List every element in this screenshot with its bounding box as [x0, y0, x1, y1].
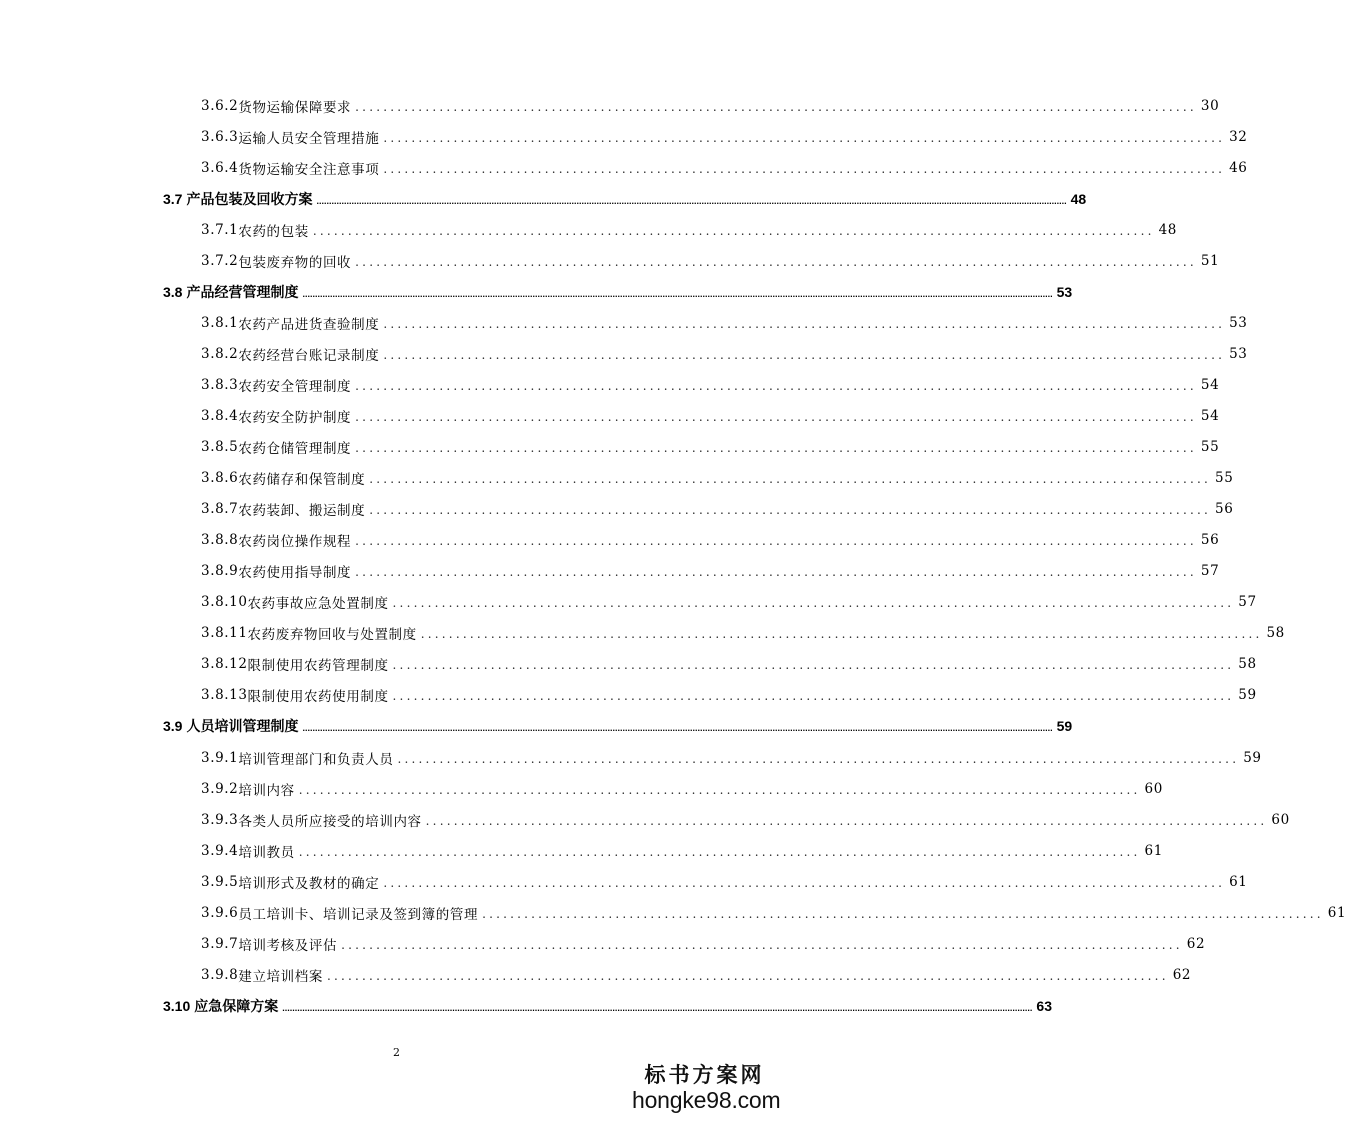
- toc-entry-number: 3.8.3: [201, 376, 239, 393]
- toc-entry-page: 57: [1200, 563, 1220, 580]
- toc-entry-title: 培训教员: [238, 844, 295, 861]
- toc-dot-leader: ........................................................................................................................: [355, 441, 1197, 456]
- toc-entry-page: 54: [1200, 376, 1220, 393]
- toc-entry-page: 63: [1036, 997, 1052, 1014]
- toc-entry-title: 货物运输安全注意事项: [238, 161, 380, 178]
- toc-subsection-entry[interactable]: [163, 959, 1192, 990]
- toc-entry-title: 农药事故应急处置制度: [247, 596, 389, 613]
- toc-dot-leader: ............................................................................................................................................................................................................................................................................................................: [316, 195, 1067, 206]
- toc-entry-number: 3.9: [163, 718, 183, 735]
- toc-entry-title: 农药产品进货查验制度: [238, 316, 380, 333]
- toc-dot-leader: ........................................................................................................................: [383, 316, 1226, 331]
- toc-entry-title: 农药安全防护制度: [238, 409, 352, 426]
- toc-entry-number: 3.9.2: [201, 780, 239, 797]
- toc-subsection-entry[interactable]: [163, 835, 1163, 866]
- toc-entry-title: 建立培训档案: [238, 968, 323, 985]
- watermark-site-url: hongke98.com: [632, 1087, 781, 1113]
- toc-dot-leader: ........................................................................................................................: [369, 503, 1211, 518]
- toc-entry-title: 各类人员所应接受的培训内容: [238, 813, 422, 830]
- toc-dot-leader: ........................................................................................................................: [420, 627, 1263, 642]
- toc-entry-number: 3.9.3: [201, 811, 239, 828]
- toc-subsection-entry[interactable]: [163, 152, 1248, 183]
- toc-entry-title: 农药安全管理制度: [238, 378, 352, 395]
- toc-entry-number: 3.9.8: [201, 966, 239, 983]
- toc-dot-leader: ........................................................................................................................: [369, 472, 1211, 487]
- toc-entry-number: 3.7.2: [201, 252, 239, 269]
- toc-section-entry[interactable]: [163, 276, 1073, 307]
- toc-dot-leader: ........................................................................................................................: [383, 875, 1226, 890]
- toc-entry-title: 限制使用农药管理制度: [247, 658, 389, 675]
- toc-entry-page: 60: [1271, 811, 1290, 828]
- toc-entry-page: 53: [1229, 345, 1248, 362]
- toc-entry-title: 农药经营台账记录制度: [238, 347, 380, 364]
- toc-entry-title: 农药的包装: [238, 223, 309, 240]
- toc-section-entry[interactable]: [163, 711, 1073, 742]
- toc-entry-title: 包装废弃物的回收: [238, 254, 352, 271]
- toc-entry-page: 53: [1229, 314, 1248, 331]
- toc-subsection-entry[interactable]: [163, 525, 1220, 556]
- toc-entry-number: 3.10: [163, 997, 191, 1014]
- toc-entry-page: 61: [1229, 873, 1248, 890]
- toc-entry-title: 农药废弃物回收与处置制度: [247, 627, 417, 644]
- toc-entry-number: 3.8.2: [201, 345, 239, 362]
- toc-subsection-entry[interactable]: [163, 369, 1220, 400]
- toc-entry-page: 56: [1200, 532, 1220, 549]
- toc-entry-title: 员工培训卡、培训记录及签到簿的管理: [238, 906, 479, 923]
- toc-entry-number: 3.8.10: [201, 594, 248, 611]
- toc-dot-leader: ............................................................................................................................................................................................................................................................................................................: [282, 1002, 1033, 1013]
- toc-subsection-entry[interactable]: [163, 804, 1290, 835]
- toc-entry-page: 62: [1186, 935, 1206, 952]
- toc-entry-page: 55: [1215, 470, 1234, 487]
- toc-entry-page: 53: [1056, 283, 1073, 300]
- toc-dot-leader: ........................................................................................................................: [383, 130, 1226, 145]
- toc-entry-number: 3.8.13: [201, 687, 248, 704]
- toc-entry-number: 3.7.1: [201, 221, 239, 238]
- toc-entry-page: 60: [1144, 780, 1163, 797]
- toc-entry-page: 58: [1238, 656, 1257, 673]
- toc-subsection-entry[interactable]: [163, 618, 1285, 649]
- toc-entry-page: 59: [1238, 687, 1257, 704]
- toc-section-entry[interactable]: [163, 990, 1052, 1021]
- toc-entry-number: 3.9.7: [201, 935, 239, 952]
- toc-entry-number: 3.7: [163, 190, 183, 207]
- toc-entry-page: 57: [1238, 594, 1257, 611]
- toc-entry-number: 3.8.9: [201, 563, 239, 580]
- toc-entry-page: 62: [1172, 966, 1192, 983]
- toc-subsection-entry[interactable]: [163, 307, 1248, 338]
- toc-entry-page: 58: [1266, 625, 1285, 642]
- toc-entry-page: 61: [1327, 904, 1346, 921]
- toc-subsection-entry[interactable]: [163, 649, 1257, 680]
- toc-entry-title: 产品包装及回收方案: [186, 190, 313, 207]
- toc-entry-title: 运输人员安全管理措施: [238, 130, 380, 147]
- toc-entry-page: 48: [1158, 221, 1177, 238]
- toc-dot-leader: ........................................................................................................................: [355, 378, 1197, 393]
- toc-entry-page: 55: [1200, 439, 1220, 456]
- toc-dot-leader: ........................................................................................................................: [355, 534, 1197, 549]
- table-of-contents: [163, 90, 1346, 1021]
- toc-subsection-entry[interactable]: [163, 866, 1248, 897]
- toc-section-entry[interactable]: [163, 183, 1087, 214]
- toc-dot-leader: ........................................................................................................................: [392, 658, 1235, 673]
- page-number: 2: [393, 1046, 400, 1059]
- toc-entry-number: 3.6.4: [201, 159, 239, 176]
- toc-entry-page: 46: [1229, 159, 1248, 176]
- toc-dot-leader: ........................................................................................................................: [312, 223, 1155, 238]
- toc-entry-title: 农药装卸、搬运制度: [238, 503, 366, 520]
- toc-entry-title: 培训管理部门和负责人员: [238, 751, 394, 768]
- toc-dot-leader: ............................................................................................................................................................................................................................................................................................................: [302, 723, 1053, 734]
- toc-entry-number: 3.8.11: [201, 625, 248, 642]
- toc-subsection-entry[interactable]: [163, 742, 1262, 773]
- toc-dot-leader: ........................................................................................................................: [482, 906, 1324, 921]
- toc-entry-page: 51: [1200, 252, 1220, 269]
- toc-dot-leader: ........................................................................................................................: [355, 99, 1197, 114]
- toc-dot-leader: ........................................................................................................................: [298, 782, 1141, 797]
- toc-subsection-entry[interactable]: [163, 773, 1163, 804]
- toc-entry-number: 3.9.5: [201, 873, 239, 890]
- toc-entry-page: 48: [1070, 190, 1087, 207]
- toc-entry-number: 3.8.4: [201, 407, 239, 424]
- toc-dot-leader: ........................................................................................................................: [326, 968, 1169, 983]
- toc-entry-title: 人员培训管理制度: [186, 718, 299, 735]
- toc-entry-page: 61: [1144, 842, 1163, 859]
- toc-subsection-entry[interactable]: [163, 90, 1220, 121]
- toc-entry-page: 59: [1056, 718, 1073, 735]
- toc-entry-page: 30: [1200, 97, 1220, 114]
- toc-subsection-entry[interactable]: [163, 214, 1177, 245]
- toc-entry-number: 3.8: [163, 283, 183, 300]
- toc-dot-leader: ........................................................................................................................: [392, 596, 1235, 611]
- toc-subsection-entry[interactable]: [163, 587, 1257, 618]
- watermark-site-name: 标书方案网: [644, 1062, 765, 1087]
- toc-dot-leader: ........................................................................................................................: [383, 347, 1226, 362]
- toc-entry-number: 3.9.6: [201, 904, 239, 921]
- toc-dot-leader: ........................................................................................................................: [355, 409, 1197, 424]
- toc-subsection-entry[interactable]: [163, 680, 1257, 711]
- toc-entry-title: 农药使用指导制度: [238, 565, 352, 582]
- toc-entry-title: 应急保障方案: [194, 997, 279, 1014]
- toc-dot-leader: ........................................................................................................................: [425, 813, 1268, 828]
- toc-entry-number: 3.6.2: [201, 97, 239, 114]
- toc-subsection-entry[interactable]: [163, 245, 1220, 276]
- toc-subsection-entry[interactable]: [163, 121, 1248, 152]
- toc-subsection-entry[interactable]: [163, 928, 1206, 959]
- toc-entry-title: 产品经营管理制度: [186, 283, 299, 300]
- toc-entry-page: 56: [1215, 501, 1234, 518]
- toc-subsection-entry[interactable]: [163, 400, 1220, 431]
- toc-entry-number: 3.6.3: [201, 128, 239, 145]
- toc-entry-title: 培训内容: [238, 782, 295, 799]
- toc-entry-page: 59: [1243, 749, 1262, 766]
- toc-entry-page: 32: [1229, 128, 1248, 145]
- toc-entry-title: 农药岗位操作规程: [238, 534, 352, 551]
- toc-entry-title: 培训考核及评估: [238, 937, 338, 954]
- toc-subsection-entry[interactable]: [163, 556, 1220, 587]
- toc-entry-number: 3.8.5: [201, 439, 239, 456]
- toc-subsection-entry[interactable]: [163, 897, 1346, 928]
- toc-entry-title: 限制使用农药使用制度: [247, 689, 389, 706]
- toc-dot-leader: ............................................................................................................................................................................................................................................................................................................: [302, 288, 1053, 299]
- toc-entry-page: 54: [1200, 407, 1220, 424]
- toc-entry-number: 3.8.6: [201, 470, 239, 487]
- toc-entry-number: 3.8.12: [201, 656, 248, 673]
- toc-dot-leader: ........................................................................................................................: [397, 751, 1240, 766]
- toc-subsection-entry[interactable]: [163, 338, 1248, 369]
- toc-dot-leader: ........................................................................................................................: [341, 937, 1183, 952]
- watermark: [632, 1062, 781, 1113]
- toc-entry-number: 3.9.1: [201, 749, 239, 766]
- toc-dot-leader: ........................................................................................................................: [355, 565, 1197, 580]
- toc-entry-title: 培训形式及教材的确定: [238, 875, 380, 892]
- toc-entry-title: 农药储存和保管制度: [238, 472, 366, 489]
- toc-entry-number: 3.9.4: [201, 842, 239, 859]
- toc-subsection-entry[interactable]: [163, 463, 1234, 494]
- toc-entry-title: 货物运输保障要求: [238, 99, 352, 116]
- toc-entry-number: 3.8.7: [201, 501, 239, 518]
- toc-dot-leader: ........................................................................................................................: [392, 689, 1235, 704]
- toc-subsection-entry[interactable]: [163, 432, 1220, 463]
- toc-dot-leader: ........................................................................................................................: [298, 844, 1141, 859]
- toc-entry-number: 3.8.1: [201, 314, 239, 331]
- toc-subsection-entry[interactable]: [163, 494, 1234, 525]
- toc-entry-title: 农药仓储管理制度: [238, 441, 352, 458]
- toc-entry-number: 3.8.8: [201, 532, 239, 549]
- toc-dot-leader: ........................................................................................................................: [355, 254, 1197, 269]
- toc-dot-leader: ........................................................................................................................: [383, 161, 1226, 176]
